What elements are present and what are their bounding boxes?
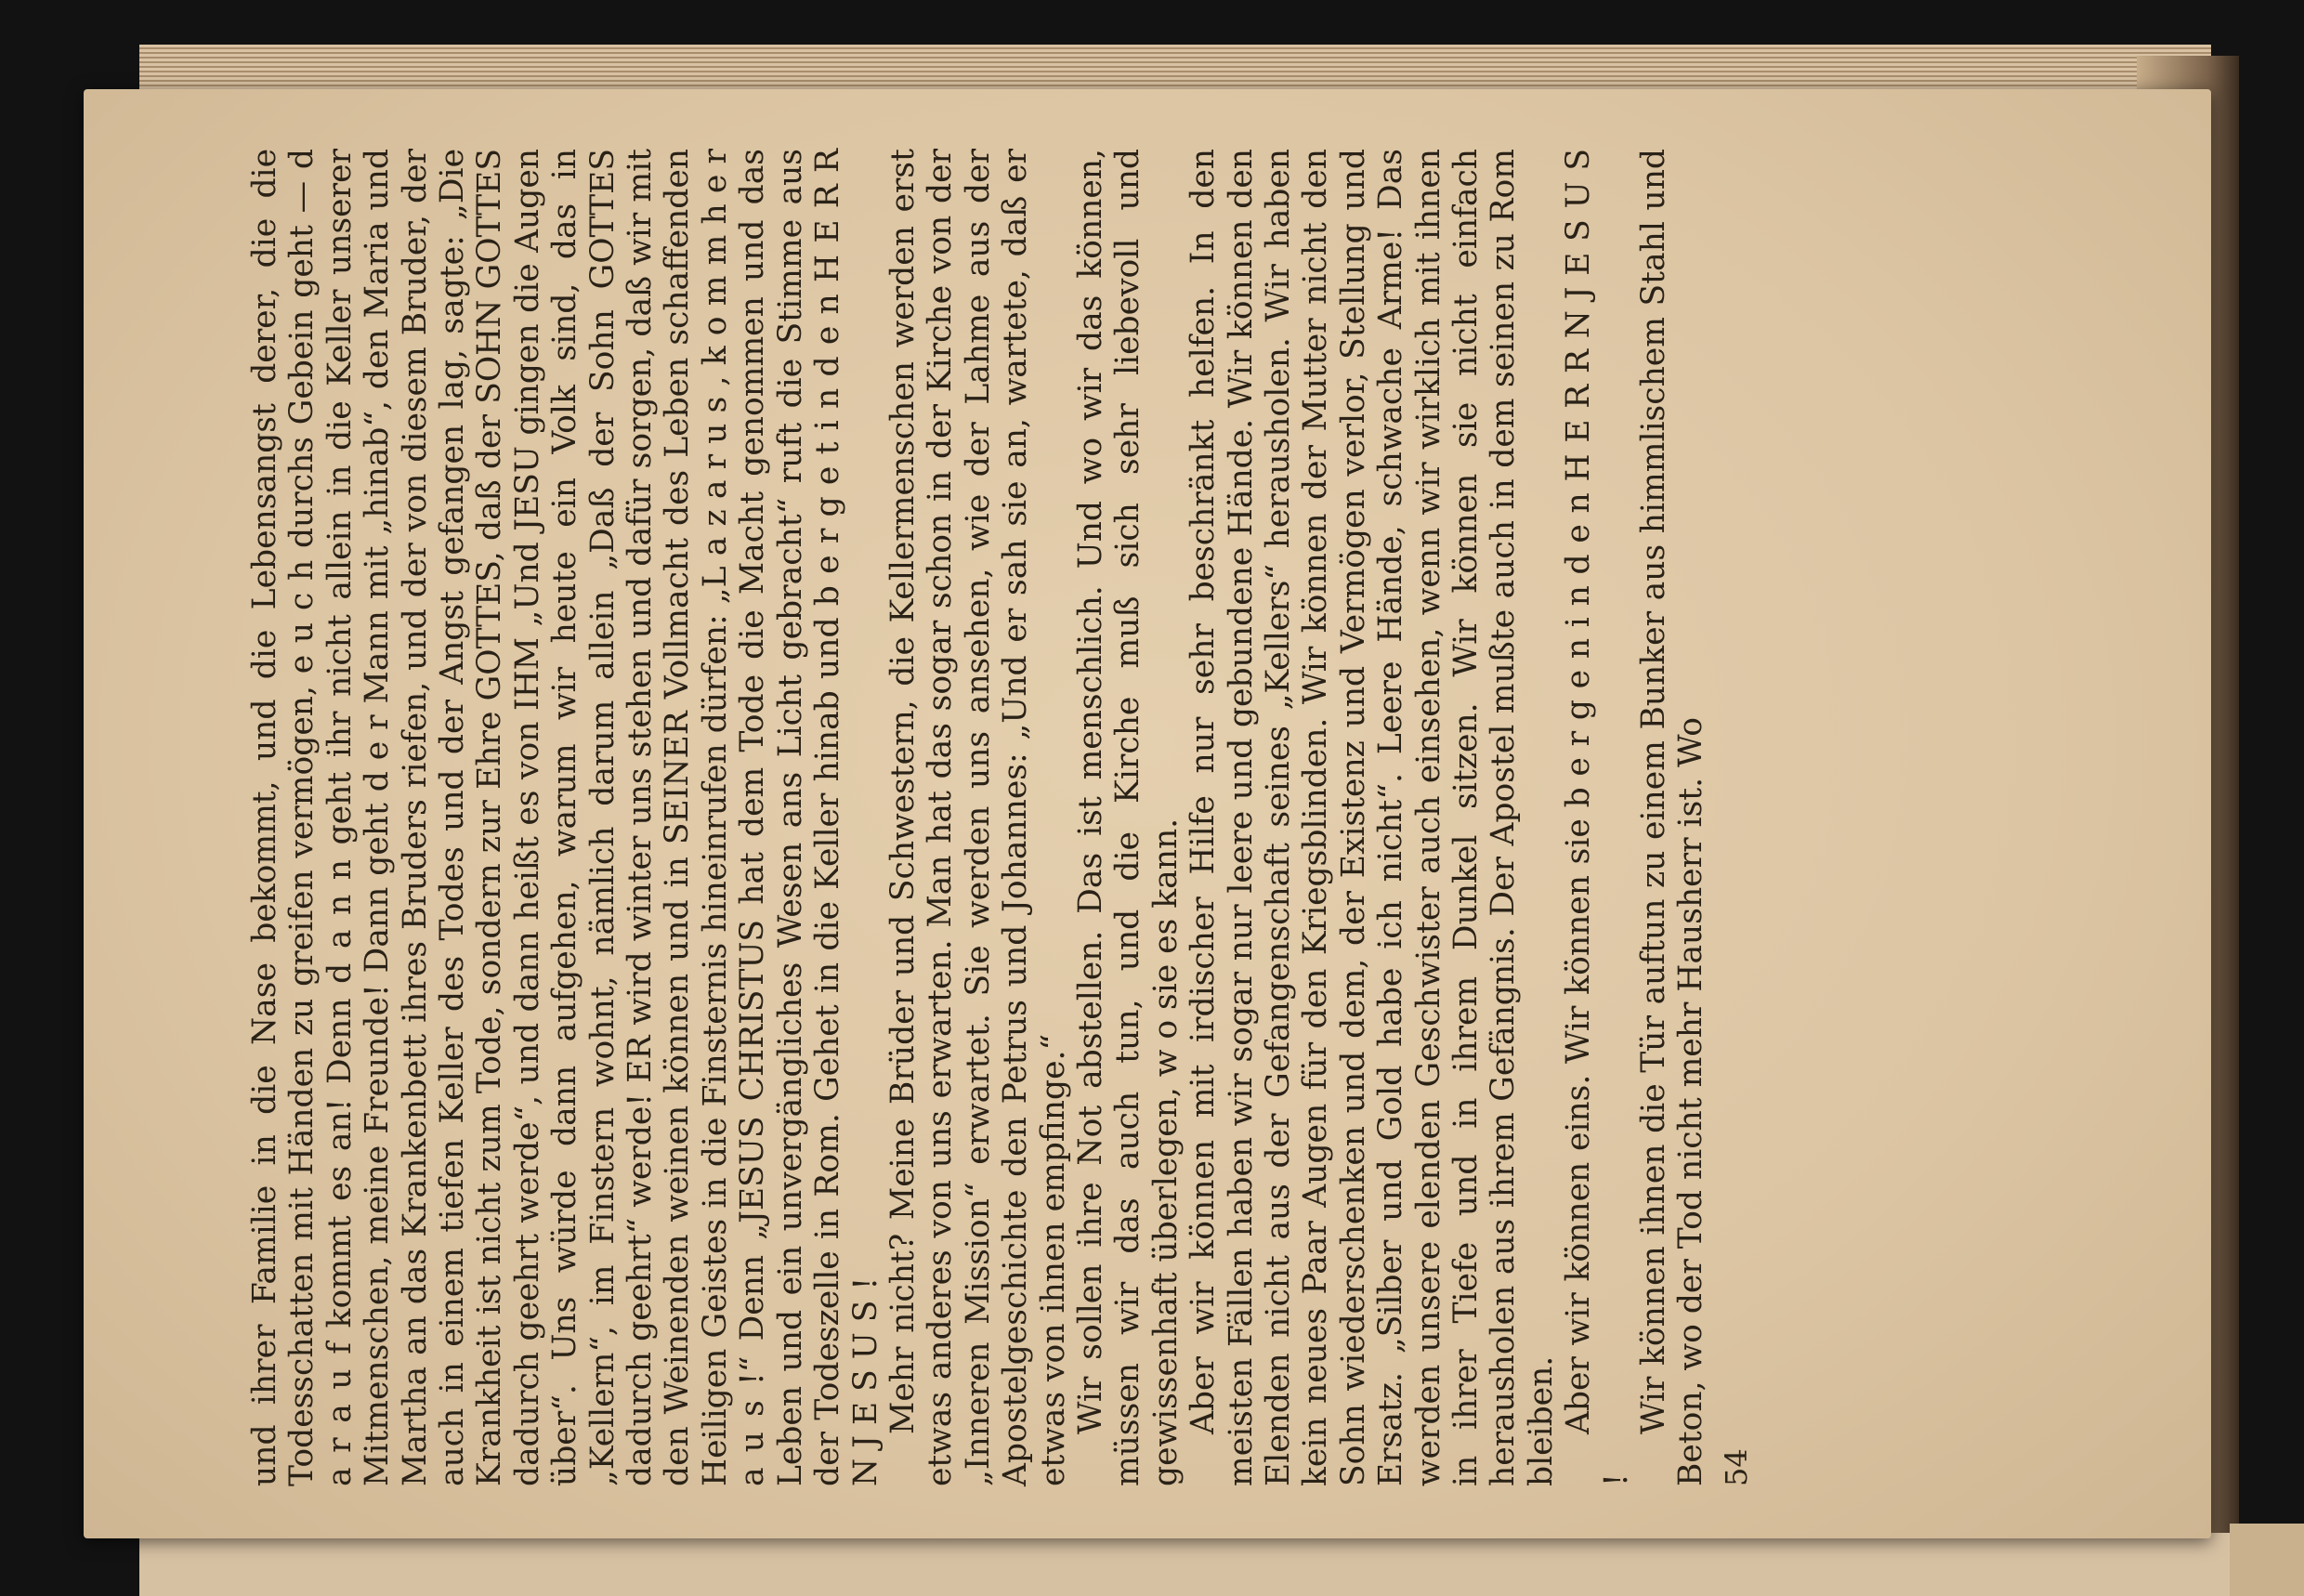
paragraph-5: Aber wir können eins. Wir können sie b e r g e n i n d e n H E R R N J E S U S ! <box>1560 149 1635 1486</box>
paragraph-1: und ihrer Familie in die Nase bekommt, und die Lebensangst derer, die die Todesschatten mit Händen zu greifen vermögen, e u c h durchs Gebein geht — d a r a u f kommt es an! Denn d a n n geht ihr nicht allein in die Keller unserer Mitmenschen, meine Freunde! Dann geht d e r Mann mit „hinab“, den Maria und Martha an das Krankenbett ihres Bruders riefen, und der von diesem Bruder, der auch in einem tiefen Keller des Todes und der Angst gefangen lag, sagte: „Die Krankheit ist nicht zum Tode, sondern zur Ehre GOTTES, daß der SOHN GOTTES dadurch geehrt werde“, und dann heißt es von IHM „Und JESU gingen die Augen über“. Uns würde dann aufgehen, warum wir heute ein Volk sind, das in „Kellern“, im Finstern wohnt, nämlich darum allein „Daß der Sohn GOTTES dadurch geehrt“ werde! ER wird winter uns stehen und dafür sorgen, daß wir mit den Weinenden weinen können und in SEINER Vollmacht des Leben schaffenden Heiligen Geistes in die Finsternis hineinrufen dürfen: „L a z a r u s , k o m m h e r a u s !“ Denn „JESUS CHRISTUS hat dem Tode die Macht genommen und das Leben und ein unvergängliches Wesen ans Licht gebracht“ ruft die Stimme aus der Todeszelle in Rom. Gehet in die Keller hinab und b e r g e t i n d e n H E R R N J E S U S ! <box>246 149 884 1486</box>
paragraph-3: Wir sollen ihre Not abstellen. Das ist menschlich. Und wo wir das können, müssen wir das auch tun, und die Kirche muß sich sehr liebevoll und gewissenhaft überlegen, w o sie es kann. <box>1071 149 1185 1486</box>
paragraph-4: Aber wir können mit irdischer Hilfe nur sehr beschränkt helfen. In den meisten Fällen haben wir sogar nur leere und gebundene Hände. Wir können den Elenden nicht aus der Gefangenschaft seines „Kellers“ herausholen. Wir haben kein neues Paar Augen für den Kriegsblinden. Wir können der Mutter nicht den Sohn wiederschenken und dem, der Existenz und Vermögen verlor, Stellung und Ersatz. „Silber und Gold habe ich nicht“. Leere Hände, schwache Arme! Das werden unsere elenden Geschwister auch einsehen, wenn wir wirklich mit ihnen in ihrer Tiefe und in ihrem Dunkel sitzen. Wir können sie nicht einfach herausholen aus ihrem Gefängnis. Der Apostel mußte auch in dem seinen zu Rom bleiben. <box>1185 149 1560 1486</box>
facing-page-corner <box>2230 1524 2304 1596</box>
paragraph-2: Mehr nicht? Meine Brüder und Schwestern, die Kellermenschen werden erst etwas anderes von uns erwarten. Man hat das sogar schon in der Kirche von der „Inneren Mission“ erwartet. Sie werden uns ansehen, wie der Lahme aus der Apostelgeschichte den Petrus und Johannes: „Und er sah sie an, wartete, daß er etwas von ihnen empfinge.“ <box>884 149 1072 1486</box>
page-text <box>246 149 2049 1486</box>
paragraph-6: Wir können ihnen die Tür auftun zu einem Bunker aus himmlischem Stahl und Beton, wo der Tod nicht mehr Hausherr ist. Wo <box>1635 149 1710 1486</box>
facing-page-edge <box>139 1533 2239 1596</box>
page-number: 54 <box>1718 1448 1754 1486</box>
rotated-text-block <box>246 149 2049 1486</box>
